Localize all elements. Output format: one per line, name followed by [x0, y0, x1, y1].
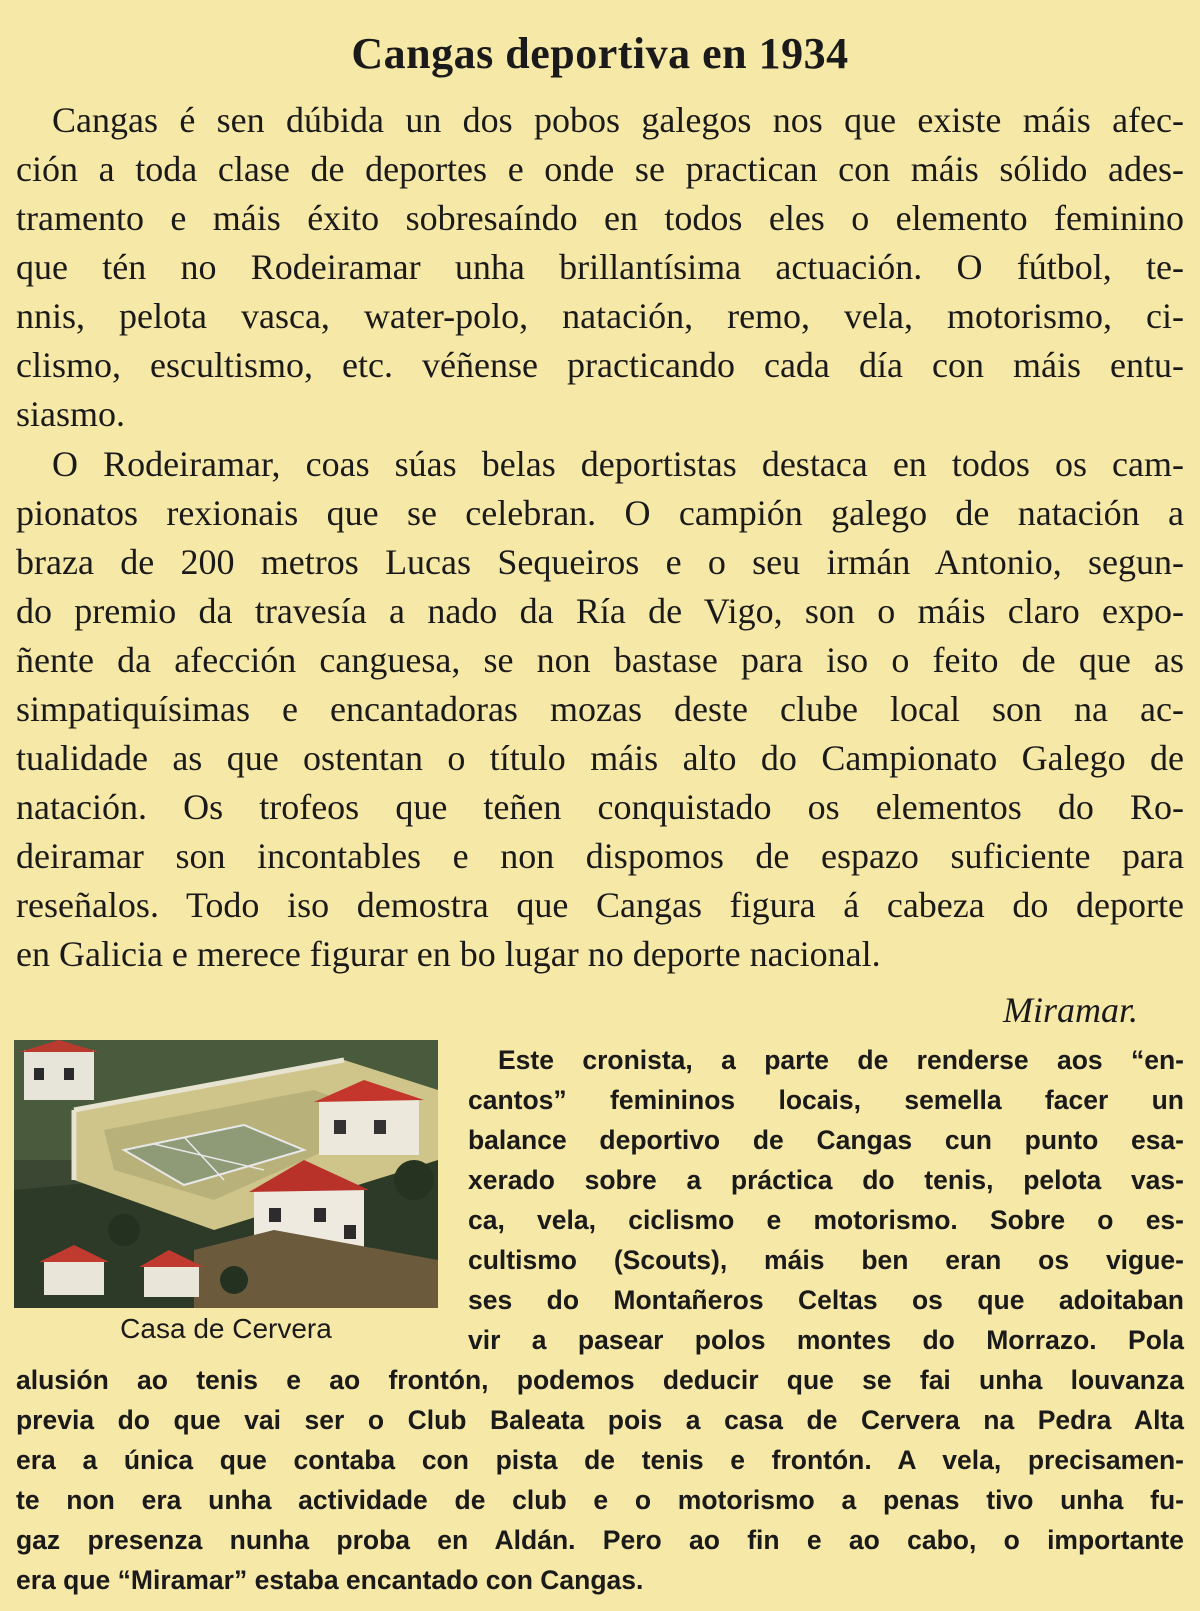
commentary-line: cantos” femininos locais, semella facer un	[468, 1085, 1184, 1115]
commentary-line: ca, vela, ciclismo e motorismo. Sobre o es-	[468, 1205, 1184, 1235]
text-line: simpatiquísimas e encantadoras mozas deste clube local son na ac-	[16, 689, 1184, 729]
text-line: reseñalos. Todo iso demostra que Cangas figura á cabeza do deporte	[16, 885, 1184, 925]
commentary-side-column	[468, 1040, 1184, 1360]
text-line: braza de 200 metros Lucas Sequeiros e o seu irmán Antonio, segun-	[16, 542, 1184, 582]
text-line: nnis, pelota vasca, water-polo, natación, remo, vela, motorismo, ci-	[16, 296, 1184, 336]
text-line: clismo, escultismo, etc. véñense practicando cada día con máis entu-	[16, 345, 1184, 385]
text-line: O Rodeiramar, coas súas belas deportistas destaca en todos os cam-	[52, 444, 1184, 484]
text-line: tramento e máis éxito sobresaíndo en todos eles o elemento feminino	[16, 198, 1184, 238]
text-line: do premio da travesía a nado da Ría de Vigo, son o máis claro expo-	[16, 591, 1184, 631]
text-line: deiramar son incontables e non dispomos de espazo suficiente para	[16, 836, 1184, 876]
commentary-line: te non era unha actividade de club e o motorismo a penas tivo unha fu-	[16, 1485, 1184, 1515]
text-line: ción a toda clase de deportes e onde se practican con máis sólido ades-	[16, 149, 1184, 189]
text-line: ñente da afección canguesa, se non bastase para iso o feito de que as	[16, 640, 1184, 680]
text-line: natación. Os trofeos que teñen conquistado os elementos do Ro-	[16, 787, 1184, 827]
text-line: siasmo.	[16, 394, 126, 434]
commentary-line: alusión ao tenis e ao frontón, podemos deducir que se fai unha louvanza	[16, 1365, 1184, 1395]
text-line: tualidade as que ostentan o título máis alto do Campionato Galego de	[16, 738, 1184, 778]
commentary-line: ses do Montañeros Celtas os que adoitaban	[468, 1285, 1184, 1315]
commentary-line: cultismo (Scouts), máis ben eran os vigue-	[468, 1245, 1184, 1275]
commentary-line: vir a pasear polos montes do Morrazo. Pola	[468, 1325, 1184, 1355]
article-paragraph-1	[16, 96, 1184, 439]
text-line: Cangas é sen dúbida un dos pobos galegos nos que existe máis afec-	[52, 100, 1184, 140]
commentary-full-width	[16, 1360, 1184, 1600]
commentary-line: previa do que vai ser o Club Baleata pois a casa de Cervera na Pedra Alta	[16, 1405, 1184, 1435]
text-line: pionatos rexionais que se celebran. O campión galego de natación a	[16, 493, 1184, 533]
commentary-line: era que “Miramar” estaba encantado con Cangas.	[16, 1565, 644, 1595]
article-title: Cangas deportiva en 1934	[351, 29, 849, 78]
commentary-line: xerado sobre a práctica do tenis, pelota vas-	[468, 1165, 1184, 1195]
commentary-line: era a única que contaba con pista de tenis e frontón. A vela, precisamen-	[16, 1445, 1184, 1475]
article-paragraph-2	[16, 440, 1184, 979]
commentary-line: gaz presenza nunha proba en Aldán. Pero ao fin e ao cabo, o importante	[16, 1525, 1184, 1555]
casa-de-cervera-photo	[14, 1040, 438, 1308]
article-signature: Miramar.	[1002, 990, 1138, 1030]
text-line: en Galicia e merece figurar en bo lugar no deporte nacional.	[16, 934, 881, 974]
photo-caption: Casa de Cervera	[120, 1313, 332, 1344]
text-line: que tén no Rodeiramar unha brillantísima actuación. O fútbol, te-	[16, 247, 1184, 287]
commentary-line: balance deportivo de Cangas cun punto esa-	[468, 1125, 1184, 1155]
commentary-line: Este cronista, a parte de renderse aos “en-	[498, 1045, 1184, 1075]
